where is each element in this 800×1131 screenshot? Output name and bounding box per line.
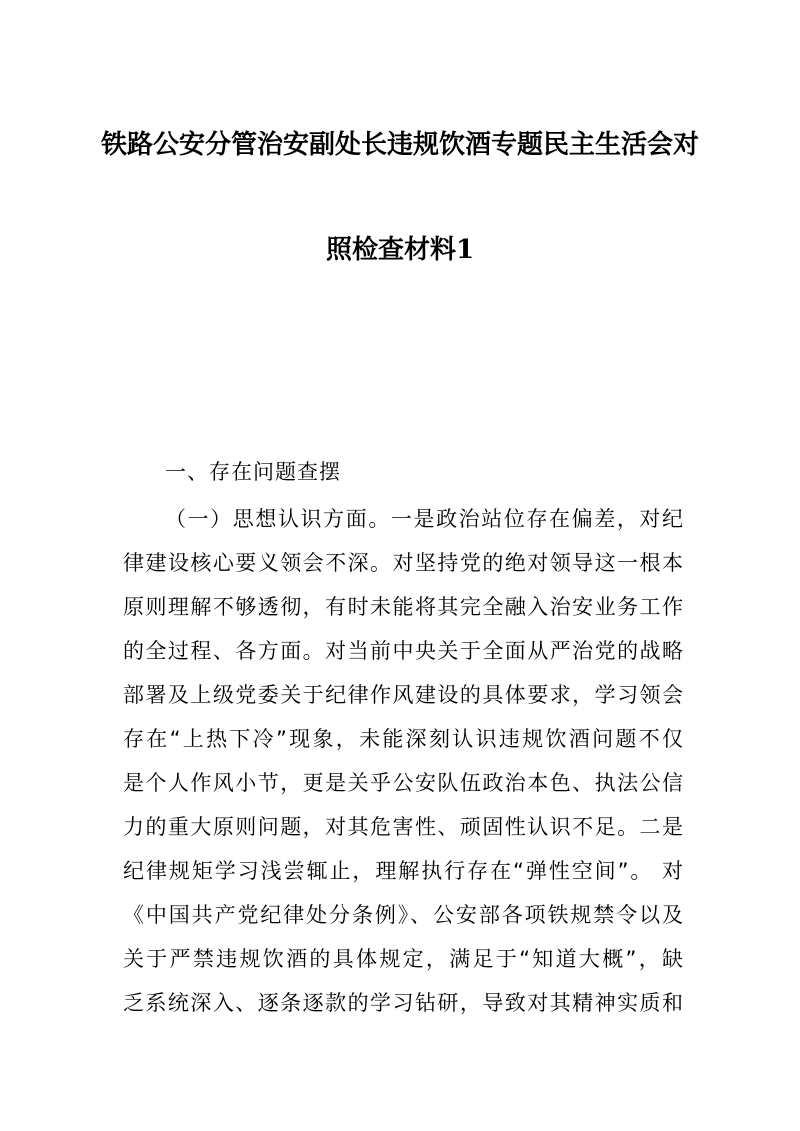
paragraph-line: 纪律规矩学习浅尝辄止，理解执行存在“弹性空间”。 对 [123,859,683,883]
paragraph-line: 存在“上热下冷”现象，未能深刻认识违规饮酒问题不仅 [123,727,683,751]
paragraph-line: 乏系统深入、逐条逐款的学习钻研，导致对其精神实质和 [123,991,683,1015]
paragraph-line: 力的重大原则问题，对其危害性、顽固性认识不足。二是 [123,815,683,839]
document-title-line-1: 铁路公安分管治安副处长违规饮酒专题民主生活会对 [100,130,699,160]
paragraph-line: 部署及上级党委关于纪律作风建设的具体要求，学习领会 [123,683,683,707]
paragraph-line: 是个人作风小节，更是关乎公安队伍政治本色、执法公信 [123,771,683,795]
paragraph-line: 关于严禁违规饮酒的具体规定，满足于“知道大概”，缺 [123,947,683,971]
paragraph-line: 原则理解不够透彻，有时未能将其完全融入治安业务工作 [123,595,683,619]
paragraph-line: 《中国共产党纪律处分条例》、公安部各项铁规禁令以及 [123,903,683,927]
paragraph-line: （一）思想认识方面。一是政治站位存在偏差，对纪 [165,507,683,531]
section-heading: 一、存在问题查摆 [165,460,341,484]
document-title-line-2: 照检查材料1 [325,235,475,265]
paragraph-line: 律建设核心要义领会不深。对坚持党的绝对领导这一根本 [123,551,683,575]
paragraph-line: 的全过程、各方面。对当前中央关于全面从严治党的战略 [123,639,683,663]
